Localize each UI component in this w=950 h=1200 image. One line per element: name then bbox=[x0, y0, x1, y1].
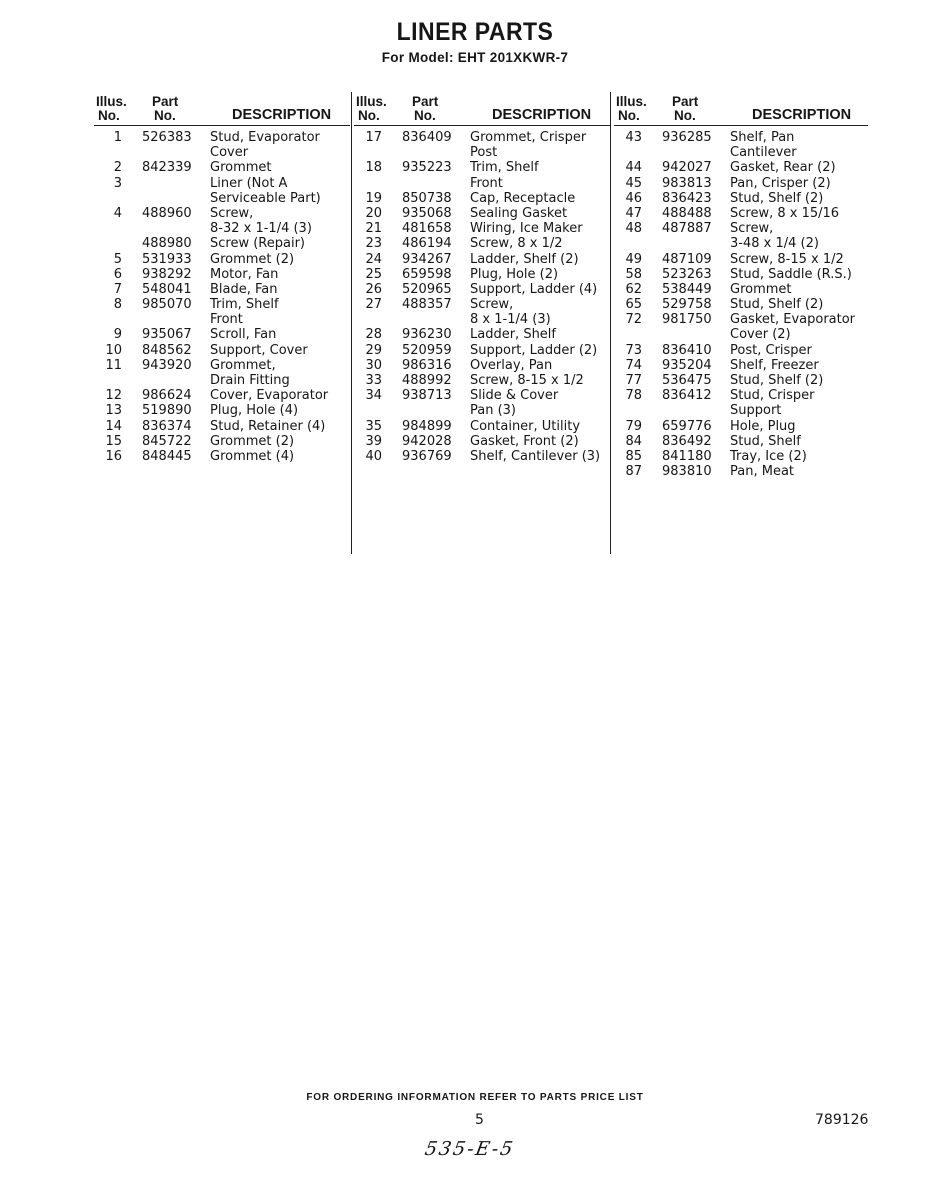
part-description: Trim, Shelf bbox=[470, 160, 539, 176]
illus-number: 9 bbox=[113, 327, 122, 343]
table-row bbox=[614, 388, 868, 403]
part-description: Stud, Crisper bbox=[730, 388, 815, 404]
illus-number: 12 bbox=[105, 388, 122, 404]
parts-rows bbox=[354, 126, 610, 464]
table-row bbox=[354, 130, 610, 145]
part-description: Blade, Fan bbox=[210, 281, 278, 297]
illus-number: 25 bbox=[365, 266, 382, 282]
part-description: Hole, Plug bbox=[730, 418, 796, 434]
part-description: Grommet (2) bbox=[210, 433, 295, 449]
column-header bbox=[614, 93, 868, 126]
table-row bbox=[614, 145, 868, 160]
table-row bbox=[354, 160, 610, 175]
table-row bbox=[94, 160, 350, 175]
table-row bbox=[354, 145, 610, 160]
description-header: DESCRIPTION bbox=[232, 107, 332, 123]
illus-number: 1 bbox=[113, 130, 122, 145]
column-header bbox=[94, 93, 350, 126]
illus-number: 62 bbox=[625, 281, 642, 297]
part-description: Stud, Shelf (2) bbox=[730, 190, 824, 206]
part-header: Part bbox=[672, 94, 699, 109]
table-row bbox=[354, 297, 610, 312]
part-number: 488960 bbox=[142, 205, 192, 221]
table-row bbox=[614, 252, 868, 267]
part-description: Shelf, Freezer bbox=[730, 357, 819, 373]
part-header: Part bbox=[152, 94, 179, 109]
part-description: Gasket, Rear (2) bbox=[730, 160, 836, 176]
part-description: Grommet, Crisper bbox=[470, 130, 587, 145]
part-description: Stud, Shelf (2) bbox=[730, 297, 824, 313]
illus-number: 10 bbox=[105, 342, 122, 358]
part-number: 488980 bbox=[142, 236, 192, 252]
table-row bbox=[354, 343, 610, 358]
illus-number: 7 bbox=[113, 281, 122, 297]
table-row bbox=[354, 221, 610, 236]
illus-number: 6 bbox=[113, 266, 122, 282]
column-divider bbox=[610, 92, 611, 554]
illus-number: 84 bbox=[625, 433, 642, 449]
part-description: Grommet (2) bbox=[210, 251, 295, 267]
part-number: 936230 bbox=[402, 327, 452, 343]
illus-number: 5 bbox=[113, 251, 122, 267]
table-row bbox=[614, 343, 868, 358]
part-number: 836410 bbox=[662, 342, 712, 358]
part-description: Support, Cover bbox=[210, 342, 308, 358]
part-number: 934267 bbox=[402, 251, 452, 267]
table-row bbox=[614, 221, 868, 236]
part-description: Container, Utility bbox=[470, 418, 581, 434]
illus-number: 17 bbox=[365, 130, 382, 145]
part-description: Scroll, Fan bbox=[210, 327, 277, 343]
part-description: Support, Ladder (2) bbox=[470, 342, 598, 358]
part-header-no: No. bbox=[154, 108, 176, 123]
illus-number: 73 bbox=[625, 342, 642, 358]
illus-header: Illus. bbox=[616, 94, 647, 109]
part-number: 841180 bbox=[662, 448, 712, 464]
part-description: Sealing Gasket bbox=[470, 205, 568, 221]
part-description: Screw, bbox=[470, 297, 514, 313]
part-number: 983813 bbox=[662, 175, 712, 191]
part-description: Stud, Evaporator bbox=[210, 130, 320, 145]
table-row bbox=[94, 267, 350, 282]
table-row bbox=[354, 327, 610, 342]
part-description: 3-48 x 1/4 (2) bbox=[730, 236, 819, 252]
part-description: Cover, Evaporator bbox=[210, 388, 329, 404]
part-number: 536475 bbox=[662, 373, 712, 388]
part-description: Cover bbox=[210, 145, 249, 161]
table-row bbox=[354, 403, 610, 418]
part-description: Grommet bbox=[730, 281, 792, 297]
description-header: DESCRIPTION bbox=[492, 107, 592, 123]
illus-number: 45 bbox=[625, 175, 642, 191]
part-number: 836412 bbox=[662, 388, 712, 404]
table-row bbox=[94, 327, 350, 342]
part-number: 836409 bbox=[402, 130, 452, 145]
part-description: Shelf, Pan bbox=[730, 130, 795, 145]
part-number: 488488 bbox=[662, 205, 712, 221]
parts-column-2 bbox=[354, 93, 610, 464]
part-number: 488357 bbox=[402, 297, 452, 313]
table-row bbox=[354, 267, 610, 282]
illus-number: 40 bbox=[365, 448, 382, 464]
part-number: 981750 bbox=[662, 312, 712, 328]
illus-number: 74 bbox=[625, 357, 642, 373]
part-number: 526383 bbox=[142, 130, 192, 145]
part-number: 488992 bbox=[402, 373, 452, 388]
illus-number: 35 bbox=[365, 418, 382, 434]
part-description: Pan, Crisper (2) bbox=[730, 175, 831, 191]
part-description: 8-32 x 1-1/4 (3) bbox=[210, 221, 312, 237]
part-header-no: No. bbox=[414, 108, 436, 123]
illus-number: 8 bbox=[113, 297, 122, 313]
column-divider bbox=[351, 92, 352, 554]
illus-number: 85 bbox=[625, 448, 642, 464]
part-number: 487109 bbox=[662, 251, 712, 267]
table-row bbox=[94, 297, 350, 312]
document-number: 789126 bbox=[815, 1112, 869, 1128]
handwritten-code: 535-E-5 bbox=[423, 1138, 517, 1160]
table-row bbox=[354, 282, 610, 297]
part-number: 938292 bbox=[142, 266, 192, 282]
table-row bbox=[354, 252, 610, 267]
part-number: 848562 bbox=[142, 342, 192, 358]
part-description: Pan, Meat bbox=[730, 464, 795, 480]
part-description: Plug, Hole (4) bbox=[210, 403, 299, 419]
illus-number: 13 bbox=[105, 403, 122, 419]
illus-number: 44 bbox=[625, 160, 642, 176]
part-description: Screw (Repair) bbox=[210, 236, 305, 252]
part-description: Cap, Receptacle bbox=[470, 190, 576, 206]
part-number: 523263 bbox=[662, 266, 712, 282]
part-description: 8 x 1-1/4 (3) bbox=[470, 312, 551, 328]
part-number: 659598 bbox=[402, 266, 452, 282]
table-row bbox=[354, 312, 610, 327]
part-number: 942028 bbox=[402, 433, 452, 449]
part-number: 935067 bbox=[142, 327, 192, 343]
part-description: Screw, 8 x 1/2 bbox=[470, 236, 563, 252]
illus-number: 30 bbox=[365, 357, 382, 373]
part-number: 520959 bbox=[402, 342, 452, 358]
part-description: Screw, 8 x 15/16 bbox=[730, 205, 840, 221]
table-row bbox=[94, 449, 350, 464]
table-row bbox=[354, 419, 610, 434]
part-description: Tray, Ice (2) bbox=[730, 448, 807, 464]
illus-number: 39 bbox=[365, 433, 382, 449]
illus-number: 19 bbox=[365, 190, 382, 206]
part-number: 842339 bbox=[142, 160, 192, 176]
part-description: Shelf, Cantilever (3) bbox=[470, 448, 601, 464]
part-description: Grommet (4) bbox=[210, 448, 295, 464]
illus-number: 16 bbox=[105, 448, 122, 464]
table-row bbox=[94, 343, 350, 358]
table-row bbox=[614, 236, 868, 251]
part-number: 936285 bbox=[662, 130, 712, 145]
table-row bbox=[94, 388, 350, 403]
part-description: Wiring, Ice Maker bbox=[470, 221, 583, 237]
part-description: Trim, Shelf bbox=[210, 297, 279, 313]
part-number: 983810 bbox=[662, 464, 712, 480]
part-header-no: No. bbox=[674, 108, 696, 123]
table-row bbox=[94, 206, 350, 221]
table-row bbox=[614, 403, 868, 418]
ordering-note: FOR ORDERING INFORMATION REFER TO PARTS PRICE LIST bbox=[306, 1092, 644, 1103]
part-description: Gasket, Evaporator bbox=[730, 312, 856, 328]
illus-number: 27 bbox=[365, 297, 382, 313]
table-row bbox=[354, 206, 610, 221]
part-description: Plug, Hole (2) bbox=[470, 266, 559, 282]
part-description: Post bbox=[470, 145, 498, 161]
table-row bbox=[94, 373, 350, 388]
table-row bbox=[354, 236, 610, 251]
part-number: 984899 bbox=[402, 418, 452, 434]
part-description: Cover (2) bbox=[730, 327, 791, 343]
model-subtitle: For Model: EHT 201XKWR-7 bbox=[381, 50, 569, 65]
table-row bbox=[354, 373, 610, 388]
table-row bbox=[94, 312, 350, 327]
part-number: 529758 bbox=[662, 297, 712, 313]
table-row bbox=[614, 160, 868, 175]
part-description: Cantilever bbox=[730, 145, 797, 161]
table-row bbox=[354, 191, 610, 206]
part-number: 487887 bbox=[662, 221, 712, 237]
illus-header: Illus. bbox=[96, 94, 127, 109]
illus-number: 58 bbox=[625, 266, 642, 282]
part-number: 985070 bbox=[142, 297, 192, 313]
part-number: 548041 bbox=[142, 281, 192, 297]
table-row bbox=[94, 403, 350, 418]
table-row bbox=[94, 191, 350, 206]
illus-number: 79 bbox=[625, 418, 642, 434]
illus-number: 33 bbox=[365, 373, 382, 388]
part-description: Post, Crisper bbox=[730, 342, 812, 358]
part-number: 659776 bbox=[662, 418, 712, 434]
illus-number: 87 bbox=[625, 464, 642, 480]
page-number: 5 bbox=[475, 1112, 484, 1128]
illus-number: 29 bbox=[365, 342, 382, 358]
part-description: Ladder, Shelf bbox=[470, 327, 556, 343]
part-description: Support bbox=[730, 403, 782, 419]
table-row bbox=[94, 252, 350, 267]
illus-number: 20 bbox=[365, 205, 382, 221]
part-description: Support, Ladder (4) bbox=[470, 281, 598, 297]
column-header bbox=[354, 93, 610, 126]
illus-number: 2 bbox=[113, 160, 122, 176]
table-row bbox=[614, 449, 868, 464]
table-row bbox=[614, 176, 868, 191]
table-row bbox=[614, 327, 868, 342]
part-number: 845722 bbox=[142, 433, 192, 449]
table-row bbox=[354, 388, 610, 403]
part-description: Screw, bbox=[730, 221, 774, 237]
table-row bbox=[614, 358, 868, 373]
illus-number: 14 bbox=[105, 418, 122, 434]
illus-number: 78 bbox=[625, 388, 642, 404]
illus-number: 34 bbox=[365, 388, 382, 404]
table-row bbox=[614, 297, 868, 312]
part-number: 935204 bbox=[662, 357, 712, 373]
part-description: Stud, Saddle (R.S.) bbox=[730, 266, 852, 282]
part-number: 519890 bbox=[142, 403, 192, 419]
part-description: Drain Fitting bbox=[210, 373, 290, 388]
illus-number: 72 bbox=[625, 312, 642, 328]
parts-column-3 bbox=[614, 93, 868, 479]
part-number: 942027 bbox=[662, 160, 712, 176]
parts-rows bbox=[94, 126, 350, 464]
illus-number: 11 bbox=[105, 357, 122, 373]
part-header: Part bbox=[412, 94, 439, 109]
illus-number: 4 bbox=[113, 205, 122, 221]
table-row bbox=[94, 145, 350, 160]
table-row bbox=[94, 236, 350, 251]
part-number: 935068 bbox=[402, 205, 452, 221]
part-number: 986316 bbox=[402, 357, 452, 373]
part-description: Front bbox=[470, 175, 503, 191]
illus-number: 46 bbox=[625, 190, 642, 206]
part-number: 986624 bbox=[142, 388, 192, 404]
table-row bbox=[94, 176, 350, 191]
table-row bbox=[614, 434, 868, 449]
part-number: 481658 bbox=[402, 221, 452, 237]
table-row bbox=[614, 282, 868, 297]
page-title: LINER PARTS bbox=[396, 18, 554, 46]
part-number: 935223 bbox=[402, 160, 452, 176]
part-number: 486194 bbox=[402, 236, 452, 252]
table-row bbox=[614, 206, 868, 221]
illus-header-no: No. bbox=[618, 108, 640, 123]
illus-number: 24 bbox=[365, 251, 382, 267]
parts-column-1 bbox=[94, 93, 350, 464]
description-header: DESCRIPTION bbox=[752, 107, 852, 123]
illus-number: 65 bbox=[625, 297, 642, 313]
illus-number: 28 bbox=[365, 327, 382, 343]
part-number: 531933 bbox=[142, 251, 192, 267]
table-row bbox=[614, 191, 868, 206]
part-number: 836423 bbox=[662, 190, 712, 206]
part-description: Gasket, Front (2) bbox=[470, 433, 579, 449]
illus-number: 48 bbox=[625, 221, 642, 237]
illus-header-no: No. bbox=[98, 108, 120, 123]
part-number: 538449 bbox=[662, 281, 712, 297]
illus-number: 23 bbox=[365, 236, 382, 252]
table-row bbox=[94, 358, 350, 373]
illus-number: 77 bbox=[625, 373, 642, 388]
part-number: 943920 bbox=[142, 357, 192, 373]
part-description: Serviceable Part) bbox=[210, 190, 321, 206]
table-row bbox=[354, 176, 610, 191]
part-number: 836374 bbox=[142, 418, 192, 434]
table-row bbox=[354, 358, 610, 373]
part-description: Grommet, bbox=[210, 357, 276, 373]
part-description: Screw, 8-15 x 1/2 bbox=[470, 373, 584, 388]
part-description: Grommet bbox=[210, 160, 272, 176]
illus-number: 21 bbox=[365, 221, 382, 237]
part-number: 850738 bbox=[402, 190, 452, 206]
part-number: 848445 bbox=[142, 448, 192, 464]
table-row bbox=[614, 130, 868, 145]
part-description: Overlay, Pan bbox=[470, 357, 553, 373]
table-row bbox=[94, 434, 350, 449]
illus-number: 26 bbox=[365, 281, 382, 297]
part-number: 936769 bbox=[402, 448, 452, 464]
table-row bbox=[614, 312, 868, 327]
illus-number: 3 bbox=[113, 175, 122, 191]
table-row bbox=[94, 282, 350, 297]
part-description: Screw, 8-15 x 1/2 bbox=[730, 251, 844, 267]
part-number: 836492 bbox=[662, 433, 712, 449]
illus-header-no: No. bbox=[358, 108, 380, 123]
table-row bbox=[614, 267, 868, 282]
part-description: Stud, Shelf bbox=[730, 433, 801, 449]
table-row bbox=[94, 221, 350, 236]
part-description: Stud, Shelf (2) bbox=[730, 373, 824, 388]
table-row bbox=[94, 130, 350, 145]
illus-number: 43 bbox=[625, 130, 642, 145]
illus-header: Illus. bbox=[356, 94, 387, 109]
part-description: Screw, bbox=[210, 205, 254, 221]
part-description: Front bbox=[210, 312, 243, 328]
part-description: Slide & Cover bbox=[470, 388, 559, 404]
part-description: Motor, Fan bbox=[210, 266, 279, 282]
part-number: 938713 bbox=[402, 388, 452, 404]
table-row bbox=[94, 419, 350, 434]
part-number: 520965 bbox=[402, 281, 452, 297]
illus-number: 47 bbox=[625, 205, 642, 221]
table-row bbox=[614, 419, 868, 434]
table-row bbox=[354, 449, 610, 464]
part-description: Stud, Retainer (4) bbox=[210, 418, 326, 434]
table-row bbox=[354, 434, 610, 449]
table-row bbox=[614, 373, 868, 388]
part-description: Liner (Not A bbox=[210, 175, 288, 191]
part-description: Ladder, Shelf (2) bbox=[470, 251, 579, 267]
illus-number: 18 bbox=[365, 160, 382, 176]
parts-rows bbox=[614, 126, 868, 479]
illus-number: 15 bbox=[105, 433, 122, 449]
table-row bbox=[614, 464, 868, 479]
part-description: Pan (3) bbox=[470, 403, 517, 419]
illus-number: 49 bbox=[625, 251, 642, 267]
